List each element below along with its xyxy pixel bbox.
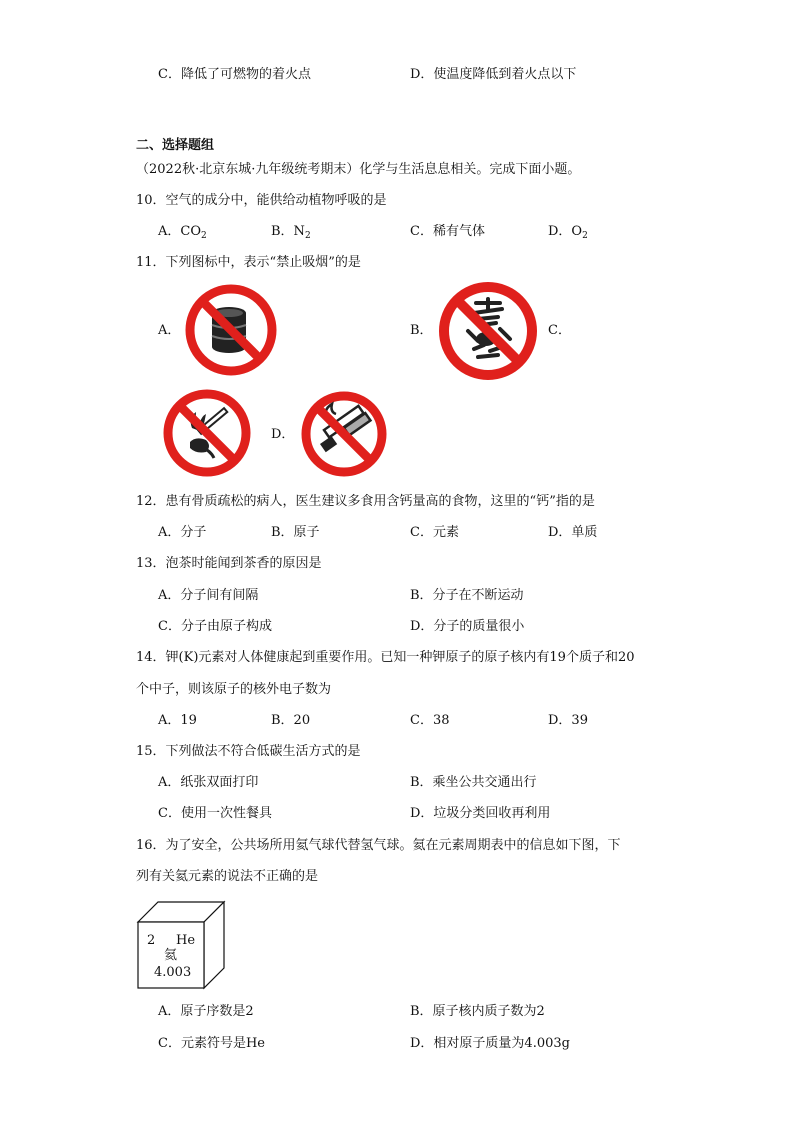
q11-option-a: A．: [158, 323, 181, 338]
q16-option-b: B．原子核内质子数为2: [410, 1004, 545, 1019]
q10-option-a: A．$CO_2$: [158, 224, 207, 241]
q12-option-d: D．单质: [548, 525, 598, 540]
q14-stem-line1: 14．钾(K)元素对人体健康起到重要作用。已知一种钾原子的原子核内有19个质子和20: [136, 650, 635, 665]
q14-option-b: B．20: [271, 713, 311, 728]
q9-option-c: C．降低了可燃物的着火点: [158, 67, 311, 82]
element-atomic-number: 2: [147, 933, 156, 948]
q14-option-c: C．38: [410, 713, 450, 728]
q14-option-d: D．39: [548, 713, 588, 728]
q12-option-a: A．分子: [158, 525, 207, 540]
no-stacking-icon: [438, 281, 538, 381]
element-symbol: He: [176, 933, 196, 948]
q13-option-a: A．分子间有间隔: [158, 588, 259, 603]
q12-stem: 12．患有骨质疏松的病人，医生建议多食用含钙量高的食物，这里的“钙”指的是: [136, 494, 595, 509]
q14-option-a: A．19: [158, 713, 197, 728]
q15-stem: 15．下列做法不符合低碳生活方式的是: [136, 744, 361, 759]
q15-option-a: A．纸张双面打印: [158, 775, 259, 790]
element-name: 氦: [164, 948, 178, 963]
q11-option-b: B．: [410, 323, 433, 338]
q16-option-a: A．原子序数是2: [158, 1004, 254, 1019]
q13-option-d: D．分子的质量很小: [410, 619, 525, 634]
section-intro: （2022秋·北京东城·九年级统考期末）化学与生活息息相关。完成下面小题。: [136, 162, 581, 177]
q15-option-b: B．乘坐公共交通出行: [410, 775, 537, 790]
q9-option-d: D．使温度降低到着火点以下: [410, 67, 577, 82]
q10-option-d: D．$O_2$: [548, 224, 588, 241]
no-oil-drum-icon: [184, 283, 278, 377]
section-heading: 二、选择题组: [136, 138, 215, 153]
q11-stem: 11．下列图标中，表示“禁止吸烟”的是: [136, 255, 361, 270]
q13-option-b: B．分子在不断运动: [410, 588, 524, 603]
element-atomic-mass: 4.003: [154, 965, 192, 980]
no-smoking-icon: [300, 390, 388, 478]
q11-option-d: D．: [271, 427, 295, 442]
q15-option-c: C．使用一次性餐具: [158, 806, 272, 821]
no-open-flame-icon: [162, 388, 252, 478]
q16-option-c: C．元素符号是He: [158, 1036, 265, 1051]
q10-option-b: B．$N_2$: [271, 224, 311, 241]
q14-stem-line2: 个中子，则该原子的核外电子数为: [136, 682, 332, 697]
q10-option-c: C．稀有气体: [410, 224, 485, 239]
q16-option-d: D．相对原子质量为4.003g: [410, 1036, 570, 1051]
q16-stem-line2: 列有关氦元素的说法不正确的是: [136, 869, 319, 884]
q13-stem: 13．泡茶时能闻到茶香的原因是: [136, 556, 322, 571]
q15-option-d: D．垃圾分类回收再利用: [410, 806, 551, 821]
q11-option-c: C．: [548, 323, 571, 338]
q10-stem: 10．空气的成分中，能供给动植物呼吸的是: [136, 193, 387, 208]
q12-option-b: B．原子: [271, 525, 320, 540]
q16-stem-line1: 16．为了安全，公共场所用氦气球代替氢气球。氦在元素周期表中的信息如下图，下: [136, 838, 621, 853]
q13-option-c: C．分子由原子构成: [158, 619, 272, 634]
q12-option-c: C．元素: [410, 525, 459, 540]
